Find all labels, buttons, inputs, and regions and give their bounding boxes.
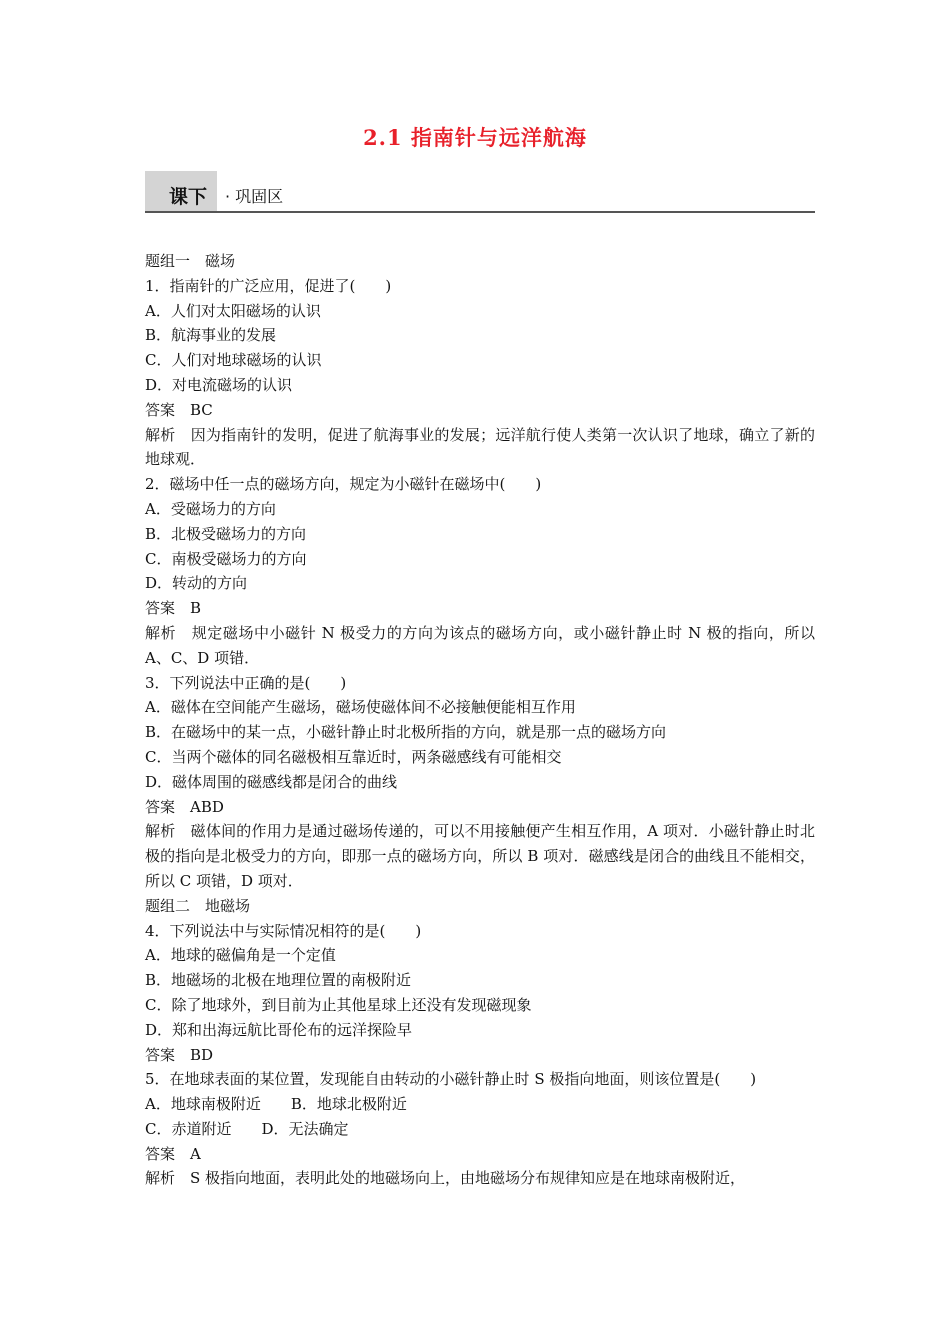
- text-line: 题组一 磁场: [145, 252, 236, 270]
- text-line: D．郑和出海远航比哥伦布的远洋探险早: [145, 1020, 413, 1039]
- text-line: D．转动的方向: [145, 574, 248, 593]
- text-line: C．当两个磁体的同名磁极相互靠近时，两条磁感线有可能相交: [145, 747, 562, 766]
- text-line: A．受磁场力的方向: [145, 499, 276, 518]
- text-line: D．磁体周围的磁感线都是闭合的曲线: [145, 772, 398, 791]
- text-line: 题组二 地磁场: [145, 896, 251, 915]
- text-line: 答案 ABD: [145, 797, 224, 816]
- text-line: C．人们对地球磁场的认识: [145, 351, 322, 370]
- text-line: 答案 BD: [145, 1045, 214, 1064]
- text-line: 5．在地球表面的某位置，发现能自由转动的小磁针静止时 S 极指向地面，则该位置是( ): [145, 1070, 757, 1089]
- text-line: A．地球的磁偏角是一个定值: [145, 946, 336, 965]
- banner-divider: [145, 211, 815, 213]
- text-line: 1．指南针的广泛应用，促进了( ): [145, 276, 392, 295]
- banner-sub-label: · 巩固区: [225, 187, 284, 206]
- text-line: A．磁体在空间能产生磁场，磁场使磁体间不必接触便能相互作用: [145, 698, 576, 717]
- text-line: 解析 因为指南针的发明，促进了航海事业的发展；远洋航行使人类第一次认识了地球，确立了新的地球观．: [145, 425, 815, 469]
- text-line: 答案 B: [145, 599, 202, 618]
- text-line: B．北极受磁场力的方向: [145, 524, 307, 543]
- text-line: C．南极受磁场力的方向: [145, 549, 307, 568]
- text-line: 解析 磁体间的作用力是通过磁场传递的，可以不用接触便产生相互作用，A 项对．小磁针静止时北极的指向是北极受力的方向，即那一点的磁场方向，所以 B 项对．磁感线是闭合的曲线且不能相交，所以 C 项错，D 项对．: [145, 822, 815, 890]
- text-line: B．航海事业的发展: [145, 326, 277, 345]
- banner-main-label: 课下: [169, 186, 208, 208]
- text-line: C．赤道附近 D．无法确定: [145, 1119, 349, 1138]
- text-line: 答案 BC: [145, 400, 213, 419]
- text-line: D．对电流磁场的认识: [145, 375, 293, 394]
- document-body: [145, 249, 815, 1191]
- text-line: 解析 规定磁场中小磁针 N 极受力的方向为该点的磁场方向，或小磁针静止时 N 极的指向，所以 A、C、D 项错．: [145, 623, 815, 667]
- text-line: C．除了地球外，到目前为止其他星球上还没有发现磁现象: [145, 995, 532, 1014]
- text-line: 3．下列说法中正确的是( ): [145, 673, 347, 692]
- text-line: 4．下列说法中与实际情况相符的是( ): [145, 921, 422, 940]
- page-title: 2.1 指南针与远洋航海: [363, 125, 587, 150]
- text-line: A．地球南极附近 B．地球北极附近: [145, 1095, 407, 1114]
- text-line: 解析 S 极指向地面，表明此处的地磁场向上，由地磁场分布规律知应是在地球南极附近，: [145, 1169, 746, 1188]
- text-line: 答案 A: [145, 1144, 201, 1163]
- text-line: B．地磁场的北极在地理位置的南极附近: [145, 971, 412, 990]
- text-line: B．在磁场中的某一点，小磁针静止时北极所指的方向，就是那一点的磁场方向: [145, 723, 667, 742]
- text-line: 2．磁场中任一点的磁场方向，规定为小磁针在磁场中( ): [145, 475, 542, 494]
- section-banner: [145, 171, 815, 215]
- text-line: A．人们对太阳磁场的认识: [145, 301, 321, 320]
